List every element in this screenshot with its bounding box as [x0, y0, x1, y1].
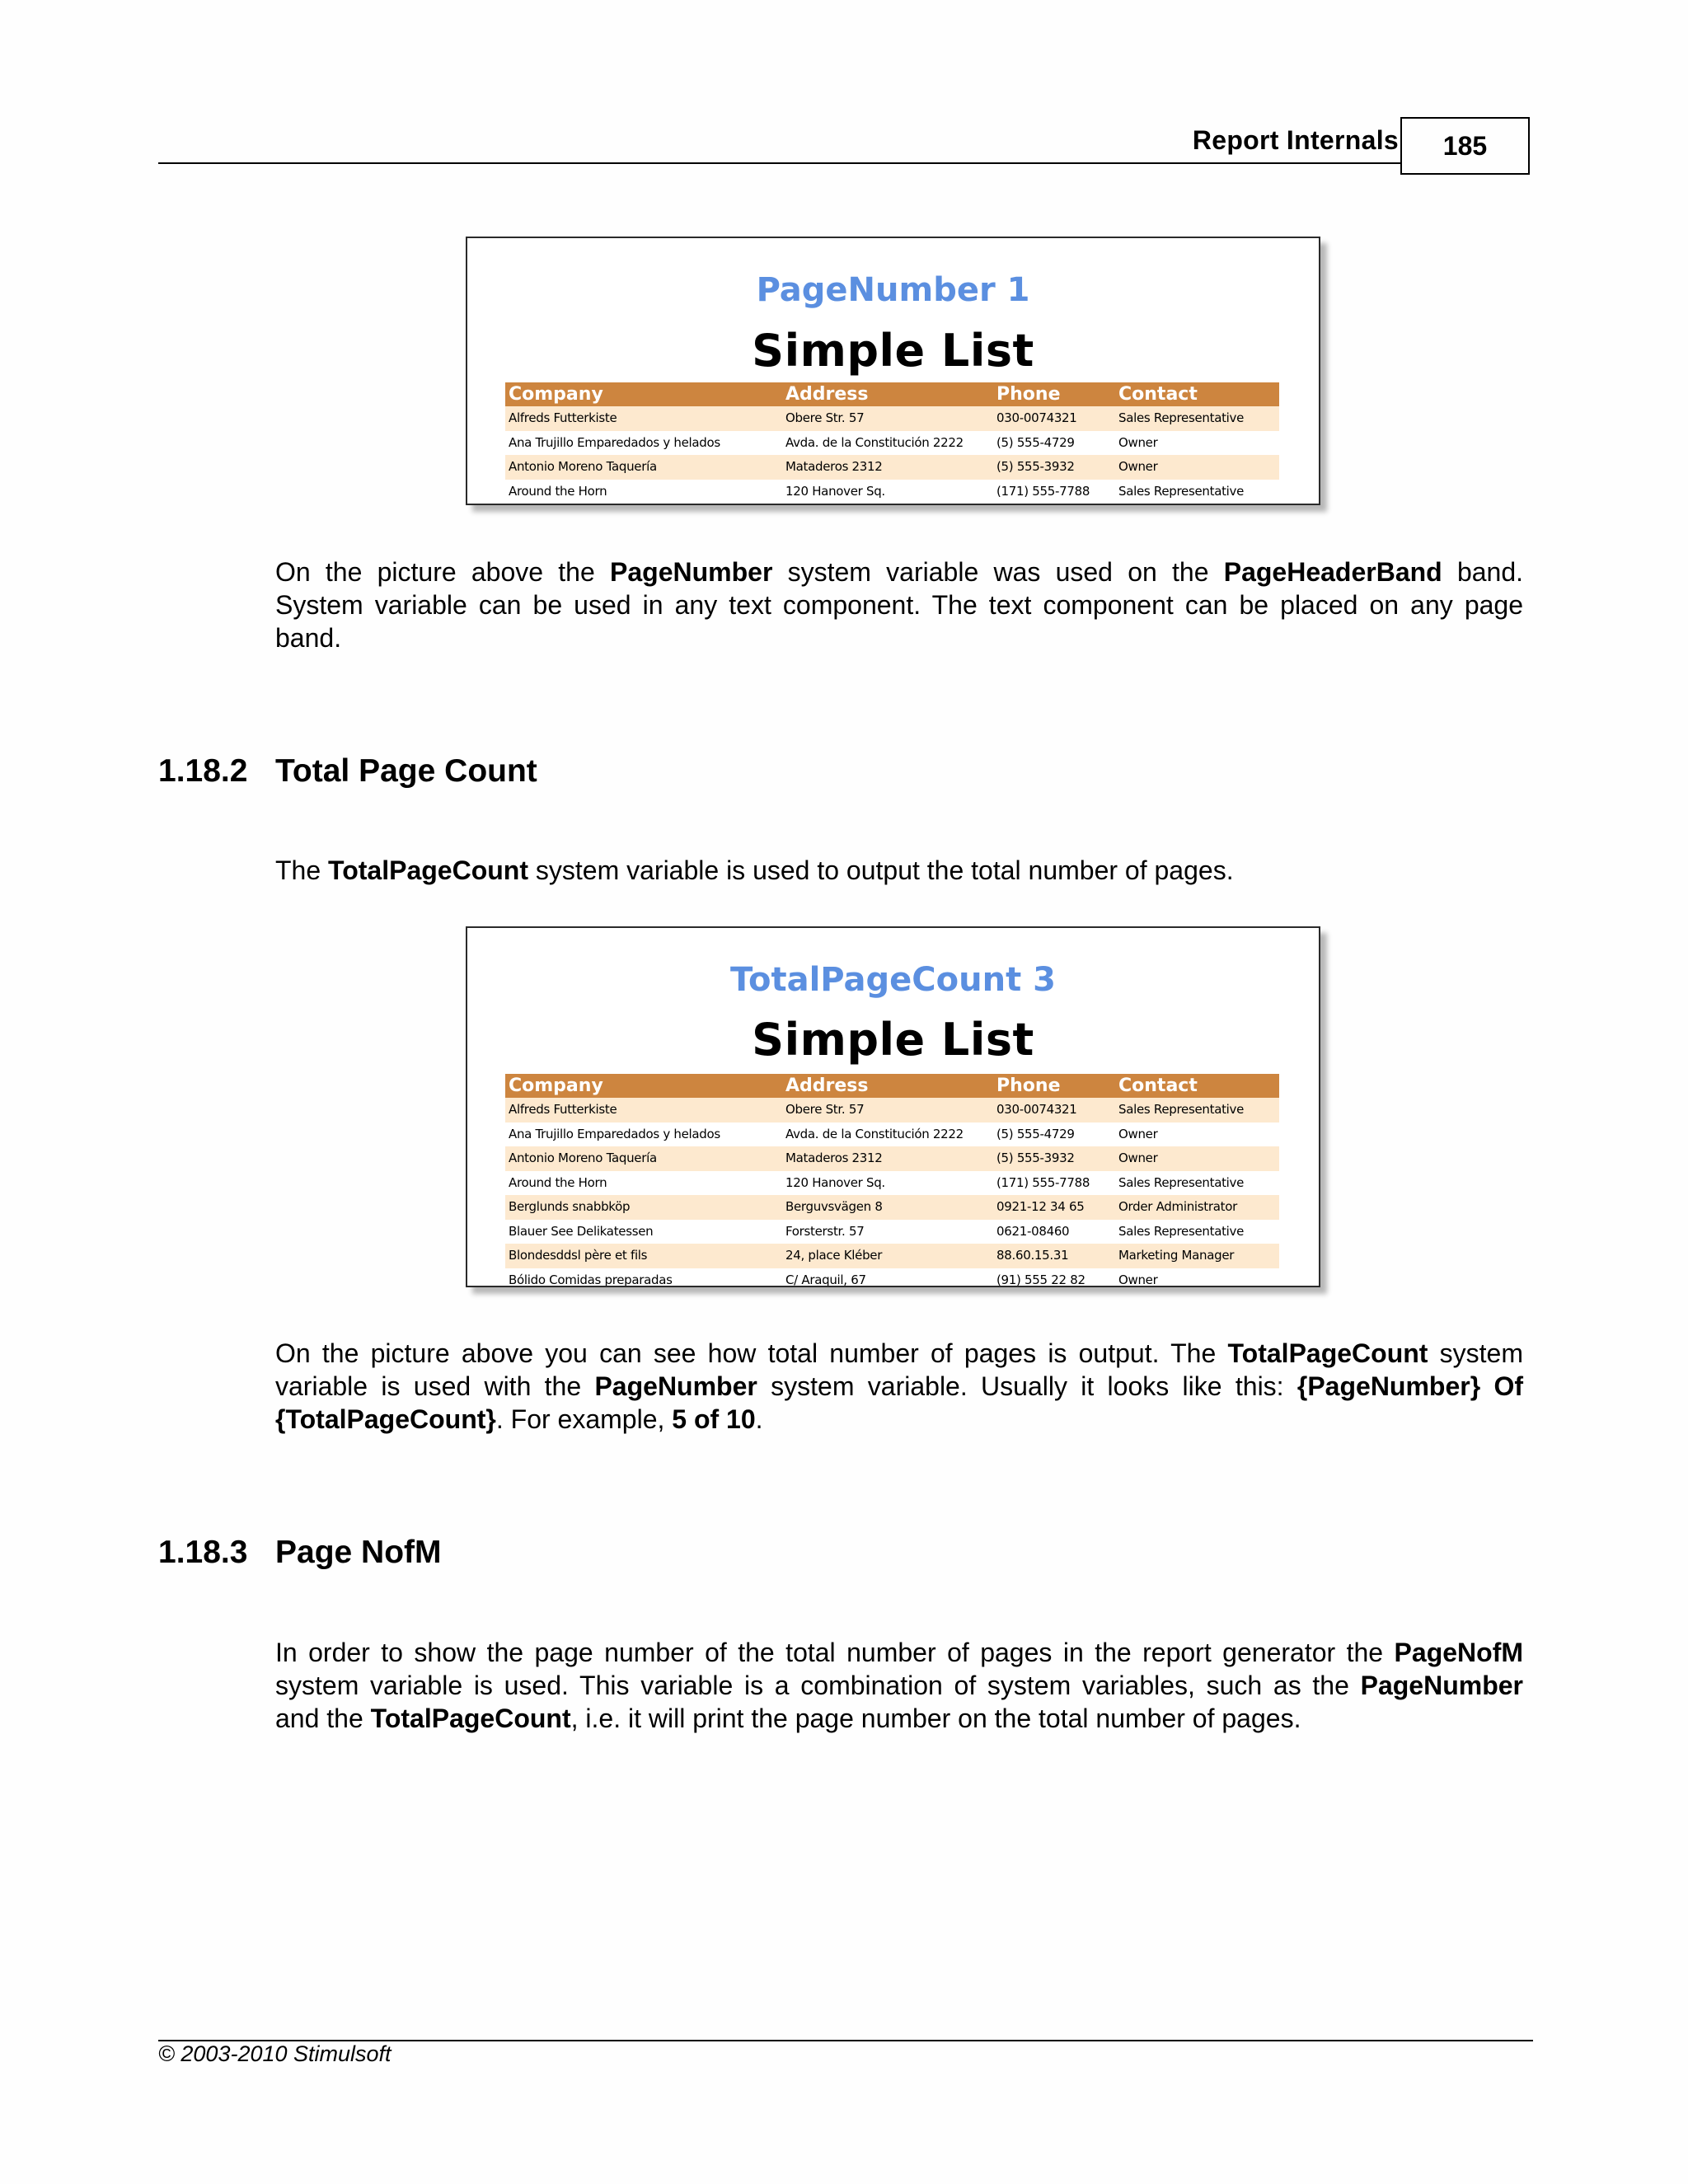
text-run: system variable. Usually it looks like this:	[757, 1371, 1297, 1401]
bold-term: TotalPageCount	[370, 1704, 571, 1733]
table-row	[505, 1268, 1279, 1288]
bold-term: TotalPageCount	[328, 855, 528, 885]
figure-variable-label: TotalPageCount 3	[730, 961, 1056, 999]
paragraph-pagenofm	[275, 1636, 1523, 1735]
figure-report-title: Simple List	[752, 1014, 1034, 1066]
paragraph-pagenumber	[275, 555, 1523, 654]
text-run: band.	[1442, 557, 1524, 587]
paragraph-totalpagecount-intro	[275, 854, 1523, 887]
header-rule	[158, 162, 1401, 164]
table-cell: Bólido Comidas preparadas	[509, 1272, 673, 1287]
table-cell: Avda. de la Constitución 2222	[785, 434, 964, 450]
table-cell: Berguvsvägen 8	[785, 1199, 883, 1214]
bold-term: PageNumber	[1360, 1671, 1523, 1700]
column-header: Phone	[996, 384, 1061, 405]
figure-report-title: Simple List	[752, 325, 1034, 377]
table-cell: Sales Representative	[1118, 1174, 1245, 1190]
table-row	[505, 1122, 1279, 1147]
text-line	[275, 854, 1523, 887]
section-title: Total Page Count	[275, 753, 537, 789]
text-line: System variable can be used in any text component. The text component can be placed on any page	[275, 590, 1523, 620]
paragraph-totalpagecount-usage	[275, 1337, 1523, 1436]
column-header: Address	[785, 384, 869, 405]
figure-pagenumber-report	[466, 237, 1320, 505]
table-cell: (5) 555-4729	[996, 434, 1075, 450]
text-run: system variable is used. This variable is a combination of system variables, such as the	[275, 1671, 1361, 1700]
table-cell: Forsterstr. 57	[785, 1223, 865, 1239]
table-row	[505, 1220, 1279, 1244]
figure-totalpagecount-report	[466, 926, 1320, 1287]
table-header-row	[505, 1074, 1279, 1098]
table-cell: Blauer See Delikatessen	[509, 1223, 654, 1239]
table-cell: (171) 555-7788	[996, 483, 1090, 499]
text-line	[275, 1403, 1523, 1436]
report-table	[505, 382, 1279, 504]
text-line	[275, 1370, 1523, 1403]
bold-term: PageHeaderBand	[1223, 557, 1442, 587]
table-row	[505, 455, 1279, 480]
table-cell: Owner	[1118, 1272, 1158, 1287]
table-cell: Alfreds Futterkiste	[509, 1102, 617, 1117]
table-cell: 030-0074321	[996, 1102, 1077, 1117]
table-cell: 0921-12 34 65	[996, 1199, 1085, 1214]
table-cell: 88.60.15.31	[996, 1248, 1069, 1263]
text-run: system variable was used on the	[772, 557, 1224, 587]
table-cell: Sales Representative	[1118, 410, 1245, 425]
table-cell: 120 Hanover Sq.	[785, 483, 885, 499]
bold-term: TotalPageCount	[1227, 1338, 1428, 1368]
bold-term: PageNumber	[594, 1371, 757, 1401]
column-header: Company	[509, 384, 603, 405]
table-cell: Alfreds Futterkiste	[509, 410, 617, 425]
section-heading	[158, 753, 537, 790]
table-cell: Obere Str. 57	[785, 1102, 865, 1117]
table-cell: Antonio Moreno Taquería	[509, 1151, 657, 1165]
table-cell: Around the Horn	[509, 1174, 607, 1190]
table-row	[505, 1171, 1279, 1196]
table-cell: Owner	[1118, 1151, 1158, 1165]
section-title: Page NofM	[275, 1535, 442, 1570]
table-cell: 120 Hanover Sq.	[785, 1174, 885, 1190]
table-cell: 030-0074321	[996, 410, 1077, 425]
section-heading	[158, 1535, 442, 1571]
text-run: system	[1428, 1338, 1524, 1368]
column-header: Address	[785, 1076, 869, 1096]
table-cell: 0621-08460	[996, 1223, 1070, 1239]
table-header-row	[505, 382, 1279, 406]
text-run: In order to show the page number of the total number of pages in the report generator the	[275, 1638, 1395, 1667]
table-row	[505, 480, 1279, 504]
text-line	[275, 1337, 1523, 1370]
table-cell: Obere Str. 57	[785, 410, 865, 425]
table-cell: (5) 555-4729	[996, 1126, 1075, 1141]
bold-term: PageNumber	[610, 557, 773, 587]
page-number-box	[1400, 117, 1530, 175]
text-run: , i.e. it will print the page number on the total number of pages.	[570, 1704, 1301, 1733]
table-cell: (5) 555-3932	[996, 459, 1075, 474]
text-line: band.	[275, 623, 342, 653]
table-cell: Ana Trujillo Emparedados y helados	[509, 1126, 720, 1141]
text-line	[275, 1702, 1523, 1735]
table-cell: Ana Trujillo Emparedados y helados	[509, 434, 720, 450]
text-run: On the picture above the	[275, 557, 610, 587]
text-run: and the	[275, 1704, 371, 1733]
table-cell: C/ Araquil, 67	[785, 1272, 866, 1287]
text-line	[275, 1636, 1523, 1669]
table-cell: Sales Representative	[1118, 1223, 1245, 1239]
table-cell: Avda. de la Constitución 2222	[785, 1126, 964, 1141]
section-number: 1.18.3	[158, 1535, 248, 1570]
text-line	[275, 555, 1523, 588]
section-number: 1.18.2	[158, 753, 248, 789]
text-run: On the picture above you can see how total number of pages is output. The	[275, 1338, 1228, 1368]
table-cell: Mataderos 2312	[785, 459, 883, 474]
bold-term: PageNofM	[1394, 1638, 1523, 1667]
text-line	[275, 1669, 1523, 1702]
table-cell: Owner	[1118, 459, 1158, 474]
table-row	[505, 1195, 1279, 1220]
table-cell: Sales Representative	[1118, 1102, 1245, 1117]
column-header: Contact	[1118, 1076, 1198, 1096]
table-cell: (91) 555 22 82	[996, 1272, 1085, 1287]
table-cell: Blondesddsl père et fils	[509, 1248, 648, 1263]
table-cell: Marketing Manager	[1118, 1248, 1235, 1263]
table-cell: 24, place Kléber	[785, 1248, 883, 1263]
text-run: variable is used with the	[275, 1371, 595, 1401]
running-header-title: Report Internals	[1192, 125, 1399, 155]
column-header: Company	[509, 1076, 603, 1096]
table-cell: Berglunds snabbköp	[509, 1199, 631, 1214]
text-run: The	[275, 855, 329, 885]
table-cell: Sales Representative	[1118, 483, 1245, 499]
table-cell: Mataderos 2312	[785, 1151, 883, 1165]
table-cell: Antonio Moreno Taquería	[509, 459, 657, 474]
table-cell: Owner	[1118, 1126, 1158, 1141]
table-cell: Around the Horn	[509, 483, 607, 499]
report-table	[505, 1074, 1279, 1287]
table-cell: Order Administrator	[1118, 1199, 1237, 1214]
column-header: Contact	[1118, 384, 1198, 405]
bold-term: 5 of 10	[672, 1404, 756, 1434]
table-row	[505, 1244, 1279, 1268]
text-run: .	[755, 1404, 763, 1434]
figure-variable-label: PageNumber 1	[756, 271, 1030, 309]
table-row	[505, 1146, 1279, 1171]
table-cell: (5) 555-3932	[996, 1151, 1075, 1165]
text-run: . For example,	[495, 1404, 673, 1434]
table-row	[505, 1098, 1279, 1122]
table-cell: Owner	[1118, 434, 1158, 450]
table-cell: (171) 555-7788	[996, 1174, 1090, 1190]
page-number: 185	[1442, 130, 1488, 161]
text-run: system variable is used to output the total number of pages.	[528, 855, 1234, 885]
column-header: Phone	[996, 1076, 1061, 1096]
table-row	[505, 431, 1279, 456]
bold-term: {PageNumber} Of	[1296, 1371, 1524, 1401]
bold-term: {TotalPageCount}	[275, 1404, 496, 1434]
table-row	[505, 406, 1279, 431]
footer-copyright: © 2003-2010 Stimulsoft	[158, 2041, 392, 2066]
